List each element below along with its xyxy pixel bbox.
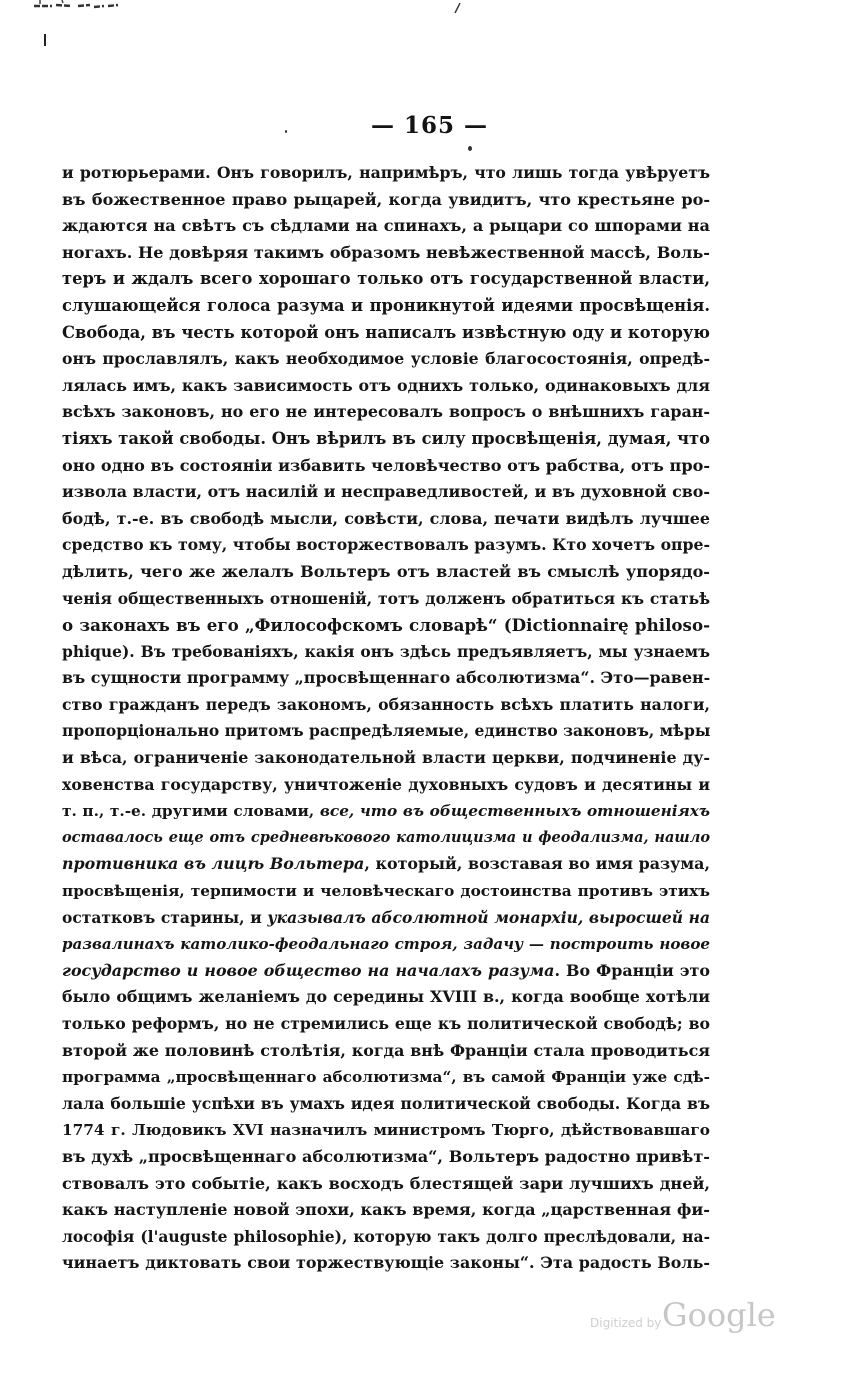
text-segment: въ сущности программу „просвѣщеннаго абсолютизма“. Это—равен-	[62, 668, 710, 688]
page-number: — 165 —	[370, 112, 489, 139]
ink-speck	[468, 146, 472, 151]
text-segment: ногахъ. Не довѣряя такимъ образомъ невѣжественной массѣ, Воль-	[62, 242, 710, 262]
text-line	[62, 665, 710, 692]
text-line	[62, 984, 710, 1011]
text-line	[62, 1064, 710, 1091]
text-line	[62, 639, 710, 666]
text-line	[62, 1117, 710, 1144]
text-line	[62, 1224, 710, 1251]
text-segment: т. п., т.-е. другими словами,	[62, 802, 320, 821]
text-line	[62, 1171, 710, 1198]
text-segment: 1774 г. Людовикъ XVI назначилъ министромъ Тюрго, дѣйствовавшаго	[62, 1121, 710, 1140]
text-segment: слушающейся голоса разума и проникнутой идеями просвѣщенія.	[62, 295, 710, 315]
text-line	[62, 532, 710, 559]
text-line	[62, 160, 710, 187]
text-segment: второй же половинѣ столѣтія, когда внѣ Франціи стала проводиться	[62, 1040, 710, 1060]
text-segment: ховенства государству, уничтоженіе духовныхъ судовъ и десятины и	[62, 774, 710, 794]
text-segment: ченія общественныхъ отношеній, тотъ долженъ обратиться къ статьѣ	[62, 588, 710, 608]
text-line	[62, 293, 710, 320]
text-line	[62, 1144, 710, 1171]
text-line	[62, 266, 710, 293]
text-segment: онъ прославлялъ, какъ необходимое условіе благосостоянія, опредѣ-	[62, 349, 710, 369]
text-line	[62, 187, 710, 214]
text-line	[62, 506, 710, 533]
text-line	[62, 612, 710, 639]
text-segment: только реформъ, но не стремились еще къ политической свободѣ; во	[62, 1014, 710, 1033]
text-line	[62, 213, 710, 240]
text-line	[62, 718, 710, 745]
top-ink-slash	[452, 0, 462, 12]
text-segment: остатковъ старины, и	[62, 907, 268, 927]
top-edge-ink-marks	[32, 0, 122, 14]
text-segment: и ротюрьерами. Онъ говорилъ, напримѣръ, что лишь тогда увѣруетъ	[62, 163, 710, 182]
text-line	[62, 1197, 710, 1224]
text-line	[62, 479, 710, 506]
text-line	[62, 373, 710, 400]
text-segment: чинаетъ диктовать свои торжествующіе законы“. Эта радость Воль-	[62, 1253, 710, 1273]
text-line	[62, 931, 710, 958]
text-segment: средство къ тому, чтобы восторжествовалъ разумъ. Кто хочетъ опре-	[62, 535, 710, 555]
text-segment: лософія (l'auguste philosophie), которую такъ долго преслѣдовали, на-	[62, 1226, 710, 1246]
text-line	[62, 692, 710, 719]
text-segment: всѣхъ законовъ, но его не интересовалъ вопросъ о внѣшнихъ гаран-	[62, 402, 710, 422]
text-line	[62, 240, 710, 267]
text-segment: ство гражданъ передъ закономъ, обязанность всѣхъ платить налоги,	[62, 694, 710, 714]
italic-text-segment: противника въ лицѣ Вольтера	[62, 854, 365, 874]
digitized-by-google-watermark	[590, 1296, 776, 1336]
text-line	[62, 905, 710, 932]
text-line	[62, 772, 710, 799]
text-line	[62, 958, 710, 985]
text-segment: Свобода, въ честь которой онъ написалъ извѣстную оду и которую	[62, 322, 710, 342]
text-segment: о законахъ въ его „Философскомъ словарѣ“ (Dictionnairę philoso-	[62, 615, 710, 636]
ink-speck	[285, 130, 287, 133]
text-line	[62, 1011, 710, 1038]
text-segment: лялась имъ, какъ зависимость отъ однихъ только, одинаковыхъ для	[62, 375, 710, 395]
text-segment: въ духѣ „просвѣщеннаго абсолютизма“, Вольтеръ радостно привѣт-	[62, 1146, 710, 1166]
text-segment: просвѣщенія, терпимости и человѣческаго достоинства противъ этихъ	[62, 882, 710, 901]
text-segment: тіяхъ такой свободы. Онъ вѣрилъ въ силу просвѣщенія, думая, что	[62, 428, 710, 448]
text-line	[62, 878, 710, 905]
text-segment: дѣлить, чего же желалъ Вольтеръ отъ властей въ смыслѣ упорядо-	[62, 561, 710, 581]
italic-text-segment: оставалось еще отъ средневѣкового католицизма и феодализма, нашло	[62, 828, 710, 846]
text-segment: ствовалъ это событіе, какъ восходъ блестящей зари лучшихъ дней,	[62, 1173, 710, 1193]
text-line	[62, 586, 710, 613]
text-segment: , который, возставая во имя разума,	[364, 854, 710, 874]
text-line	[62, 426, 710, 453]
text-segment: ждаются на свѣтъ съ сѣдлами на спинахъ, а рыцари со шпорами на	[62, 216, 710, 236]
google-logo: Google	[662, 1296, 776, 1334]
text-segment: и вѣса, ограниченіе законодательной власти церкви, подчиненіе ду-	[62, 748, 710, 768]
text-segment: извола власти, отъ насилій и несправедливостей, и въ духовной сво-	[62, 482, 710, 502]
text-segment: теръ и ждалъ всего хорошаго только отъ государственной власти,	[62, 269, 710, 289]
text-segment: . Во Франціи это	[554, 960, 710, 980]
italic-text-segment: все, что въ общественныхъ отношеніяхъ	[319, 802, 710, 821]
text-line	[62, 320, 710, 347]
body-text	[62, 160, 710, 1277]
text-line	[62, 1250, 710, 1277]
italic-text-segment: указывалъ абсолютной монархіи, выросшей на	[267, 907, 710, 927]
text-line	[62, 559, 710, 586]
margin-ink-tick	[44, 34, 46, 46]
text-segment: было общимъ желаніемъ до середины XVIII в., когда вообще хотѣли	[62, 987, 710, 1007]
text-segment: бодѣ, т.-е. въ свободѣ мысли, совѣсти, слова, печати видѣлъ лучшее	[62, 508, 710, 528]
text-line	[62, 851, 710, 878]
text-line	[62, 825, 710, 852]
text-segment: въ божественное право рыцарей, когда увидитъ, что крестьяне ро-	[62, 189, 710, 209]
text-segment: какъ наступленіе новой эпохи, какъ время, когда „царственная фи-	[62, 1200, 710, 1220]
watermark-prefix: Digitized by	[590, 1316, 662, 1330]
text-segment: лала большіе успѣхи въ умахъ идея политической свободы. Когда въ	[62, 1093, 710, 1113]
text-line	[62, 1091, 710, 1118]
italic-text-segment: развалинахъ католико-феодальнаго строя, задачу — построить новое	[62, 935, 710, 954]
text-line	[62, 399, 710, 426]
text-line	[62, 346, 710, 373]
italic-text-segment: государство и новое общество на началахъ разума	[62, 960, 555, 980]
text-line	[62, 453, 710, 480]
text-segment: phique). Въ требованіяхъ, какія онъ здѣсь предъявляетъ, мы узнаемъ	[62, 641, 710, 661]
text-segment: оно одно въ состояніи избавить человѣчество отъ рабства, отъ про-	[62, 455, 710, 475]
text-line	[62, 798, 710, 825]
text-line	[62, 745, 710, 772]
text-line	[62, 1038, 710, 1065]
text-segment: программа „просвѣщеннаго абсолютизма“, въ самой Франціи уже сдѣ-	[62, 1068, 710, 1087]
text-segment: пропорціонально притомъ распредѣляемые, единство законовъ, мѣры	[62, 721, 710, 741]
